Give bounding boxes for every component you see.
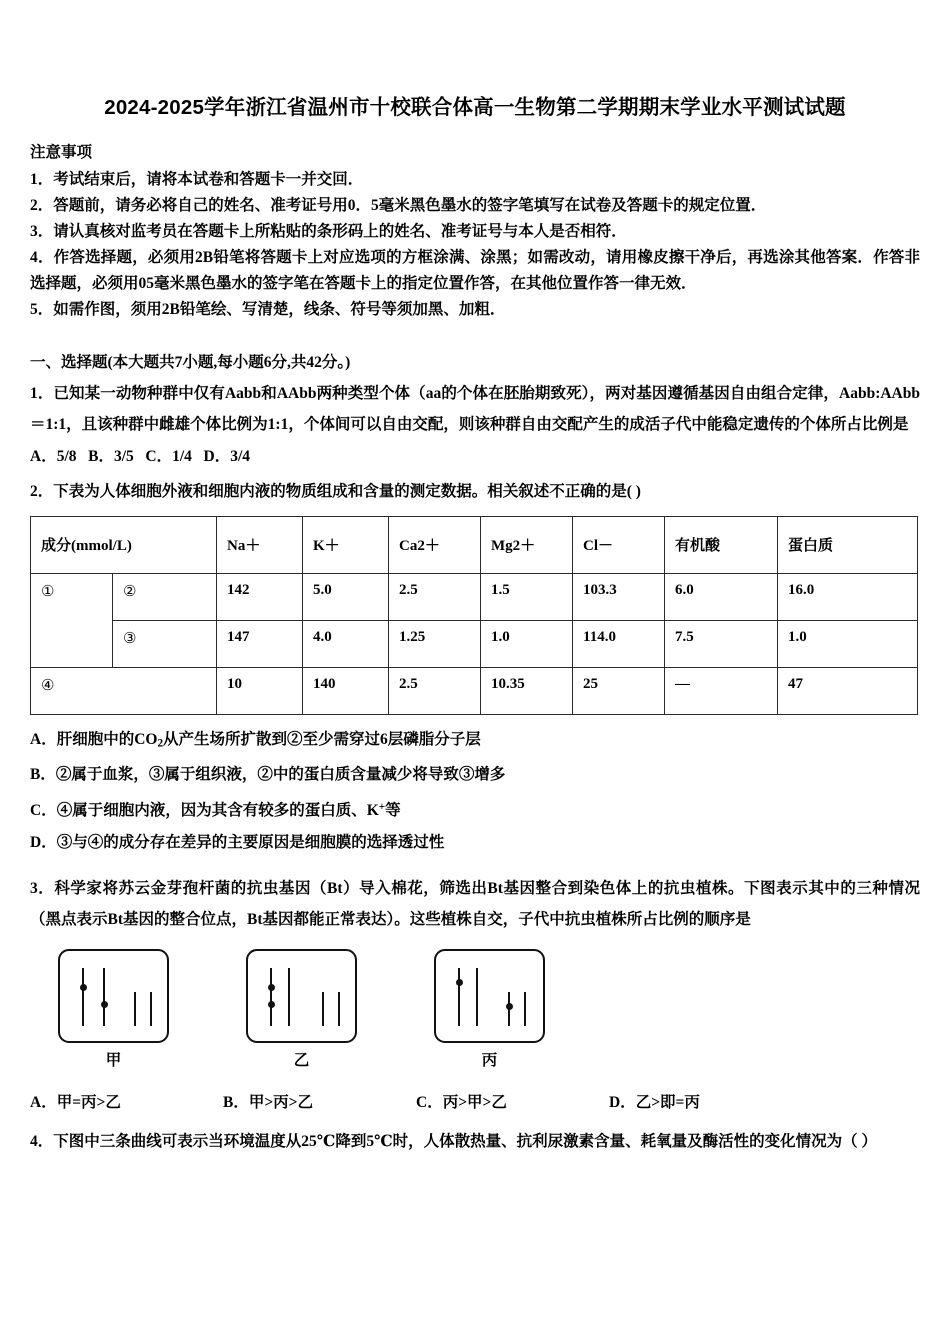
- table-cell: 25: [573, 667, 665, 714]
- table-row-label: ④: [31, 667, 217, 714]
- bt-insertion-dot: [506, 1003, 513, 1010]
- notice-block: [30, 140, 920, 323]
- option-a-text-post: 从产生场所扩散到②至少需穿过6层磷脂分子层: [163, 730, 481, 748]
- table-cell: 114.0: [573, 620, 665, 667]
- table-cell: 6.0: [665, 573, 778, 620]
- option-a-text-pre: 肝细胞中的CO: [56, 730, 158, 748]
- chromosome-bar: [270, 968, 272, 1026]
- chromosome-bar: [288, 968, 290, 1026]
- chromosome-bar: [338, 992, 340, 1026]
- table-header-cell: 蛋白质: [778, 516, 918, 573]
- question-2-number: 2．: [30, 482, 54, 500]
- question-4-number: 4．: [30, 1133, 54, 1151]
- table-cell: 1.5: [481, 573, 573, 620]
- table-cell: 16.0: [778, 573, 918, 620]
- bt-insertion-dot: [268, 984, 275, 991]
- question-4-stem: 下图中三条曲线可表示当环境温度从25℃降到5℃时，人体散热量、抗利尿激素含量、耗氧量及酶活性的变化情况为（ ）: [53, 1133, 878, 1151]
- bt-insertion-dot: [80, 984, 87, 991]
- question-3: [30, 873, 920, 935]
- table-cell: 103.3: [573, 573, 665, 620]
- table-header-cell: Cl－: [573, 516, 665, 573]
- chromosome-diagram-bing: [434, 949, 545, 1043]
- chromosome-bar: [458, 968, 460, 1026]
- question-1-number: 1．: [30, 384, 54, 402]
- table-row-label: ②: [113, 573, 217, 620]
- table-cell: 1.0: [481, 620, 573, 667]
- bt-insertion-dot: [101, 1001, 108, 1008]
- option-d[interactable]: [30, 827, 920, 859]
- option-b[interactable]: B．甲>丙>乙: [223, 1094, 314, 1112]
- question-3-options: [30, 1092, 920, 1114]
- table-row: [31, 620, 918, 667]
- chromosome-bar: [150, 992, 152, 1026]
- option-d[interactable]: D．乙>即=丙: [609, 1094, 700, 1112]
- table-cell: 2.5: [389, 573, 481, 620]
- option-a[interactable]: [30, 724, 920, 759]
- table-header-row: [31, 516, 918, 573]
- option-d-text: ③与④的成分存在差异的主要原因是细胞膜的选择透过性: [56, 834, 445, 852]
- section-heading: 一、选择题(本大题共7小题,每小题6分,共42分。): [30, 353, 351, 371]
- chromosome-bar: [82, 968, 84, 1026]
- table-cell: 10: [217, 667, 303, 714]
- table-cell: 4.0: [303, 620, 389, 667]
- bt-insertion-dot: [268, 1001, 275, 1008]
- chromosome-bar: [524, 992, 526, 1026]
- bt-insertion-dot: [456, 979, 463, 986]
- figure-label-bing: 丙: [481, 1052, 498, 1070]
- table-row-label: ③: [113, 620, 217, 667]
- table-header-cell: K＋: [303, 516, 389, 573]
- figure-label-jia: 甲: [105, 1052, 122, 1070]
- table-header-cell: Mg2＋: [481, 516, 573, 573]
- table-cell: 1.25: [389, 620, 481, 667]
- table-cell: 142: [217, 573, 303, 620]
- option-a-letter: A．: [30, 730, 57, 748]
- option-b[interactable]: [30, 759, 920, 791]
- table-row: [31, 573, 918, 620]
- chromosome-bar: [476, 968, 478, 1026]
- question-1-options[interactable]: A．5/8 B．3/5 C．1/4 D．3/4: [30, 447, 251, 465]
- question-2-stem: 下表为人体细胞外液和细胞内液的物质组成和含量的测定数据。相关叙述不正确的是( ): [53, 482, 641, 500]
- table-cell: 47: [778, 667, 918, 714]
- option-c-text-post: 等: [385, 802, 401, 820]
- question-2: [30, 480, 920, 504]
- page-title: 2024-2025学年浙江省温州市十校联合体高一生物第二学期期末学业水平测试试题: [104, 96, 846, 119]
- notice-item-2: 2．答题前，请务必将自己的姓名、准考证号用0．5毫米黑色墨水的签字笔填写在试卷及答题卡的规定位置．: [30, 196, 767, 214]
- option-c[interactable]: [30, 791, 920, 827]
- table-cell: 1.0: [778, 620, 918, 667]
- option-b-text: ②属于血浆，③属于组织液，②中的蛋白质含量减少将导致③增多: [55, 766, 506, 784]
- chromosome-diagram-jia: [58, 949, 169, 1043]
- table-header-cell: Na＋: [217, 516, 303, 573]
- notice-item-3: 3．请认真核对监考员在答题卡上所粘贴的条形码上的姓名、准考证号与本人是否相符．: [30, 222, 627, 240]
- table-header-cell: Ca2＋: [389, 516, 481, 573]
- table-cell: 147: [217, 620, 303, 667]
- figure-label-yi: 乙: [293, 1052, 310, 1070]
- chromosome-bar: [134, 992, 136, 1026]
- table-group-label: ①: [31, 573, 113, 667]
- notice-item-5: 5．如需作图，须用2B铅笔绘、写清楚，线条、符号等须加黑、加粗．: [30, 300, 506, 318]
- chromosome-figure: [30, 949, 920, 1080]
- option-a-subscript: 2: [157, 737, 164, 750]
- table-row: [31, 667, 918, 714]
- table-cell: 2.5: [389, 667, 481, 714]
- option-b-letter: B．: [30, 766, 56, 784]
- notice-item-4: 4．作答选择题，必须用2B铅笔将答题卡上对应选项的方框涂满、涂黑；如需改动，请用橡皮擦干净后，再选涂其他答案．作答非选择题，必须用05毫米黑色墨水的签字笔在答题卡上的指定位置作答，在其他位置作答一律无效．: [30, 248, 920, 292]
- table-cell: 7.5: [665, 620, 778, 667]
- chromosome-bar: [322, 992, 324, 1026]
- question-2-options: [30, 724, 920, 859]
- table-cell: 140: [303, 667, 389, 714]
- table-cell: —: [665, 667, 778, 714]
- option-a[interactable]: A．甲=丙>乙: [30, 1094, 121, 1112]
- table-cell: 10.35: [481, 667, 573, 714]
- table-header-cell: 成分(mmol/L): [31, 516, 217, 573]
- question-4: [30, 1126, 920, 1157]
- notice-item-1: 1．考试结束后，请将本试卷和答题卡一并交回．: [30, 170, 364, 188]
- chromosome-diagram-yi: [246, 949, 357, 1043]
- question-1: [30, 378, 920, 440]
- option-c-letter: C．: [30, 802, 57, 820]
- composition-table: [30, 516, 918, 715]
- question-3-stem: 科学家将苏云金芽孢杆菌的抗虫基因（Bt）导入棉花，筛选出Bt基因整合到染色体上的抗虫植株。下图表示其中的三种情况（黑点表示Bt基因的整合位点，Bt基因都能正常表达）。这些植株自交，子代中抗虫植株所占比例的顺序是: [30, 880, 920, 929]
- option-c-superscript: +: [378, 801, 386, 814]
- question-3-number: 3．: [30, 880, 55, 898]
- option-d-letter: D．: [30, 834, 57, 852]
- notice-heading: 注意事项: [30, 143, 93, 161]
- table-cell: 5.0: [303, 573, 389, 620]
- question-1-stem: 已知某一动物种群中仅有Aabb和AAbb两种类型个体（aa的个体在胚胎期致死），两对基因遵循基因自由组合定律，Aabb:AAbb＝1:1，且该种群中雌雄个体比例为1:1，个体间可以自由交配，则该种群自由交配产生的成活子代中能稳定遗传的个体所占比例是: [30, 384, 920, 433]
- option-c[interactable]: C．丙>甲>乙: [416, 1094, 507, 1112]
- table-header-cell: 有机酸: [665, 516, 778, 573]
- option-c-text-pre: ④属于细胞内液，因为其含有较多的蛋白质、K: [56, 802, 379, 820]
- chromosome-bar: [103, 968, 105, 1026]
